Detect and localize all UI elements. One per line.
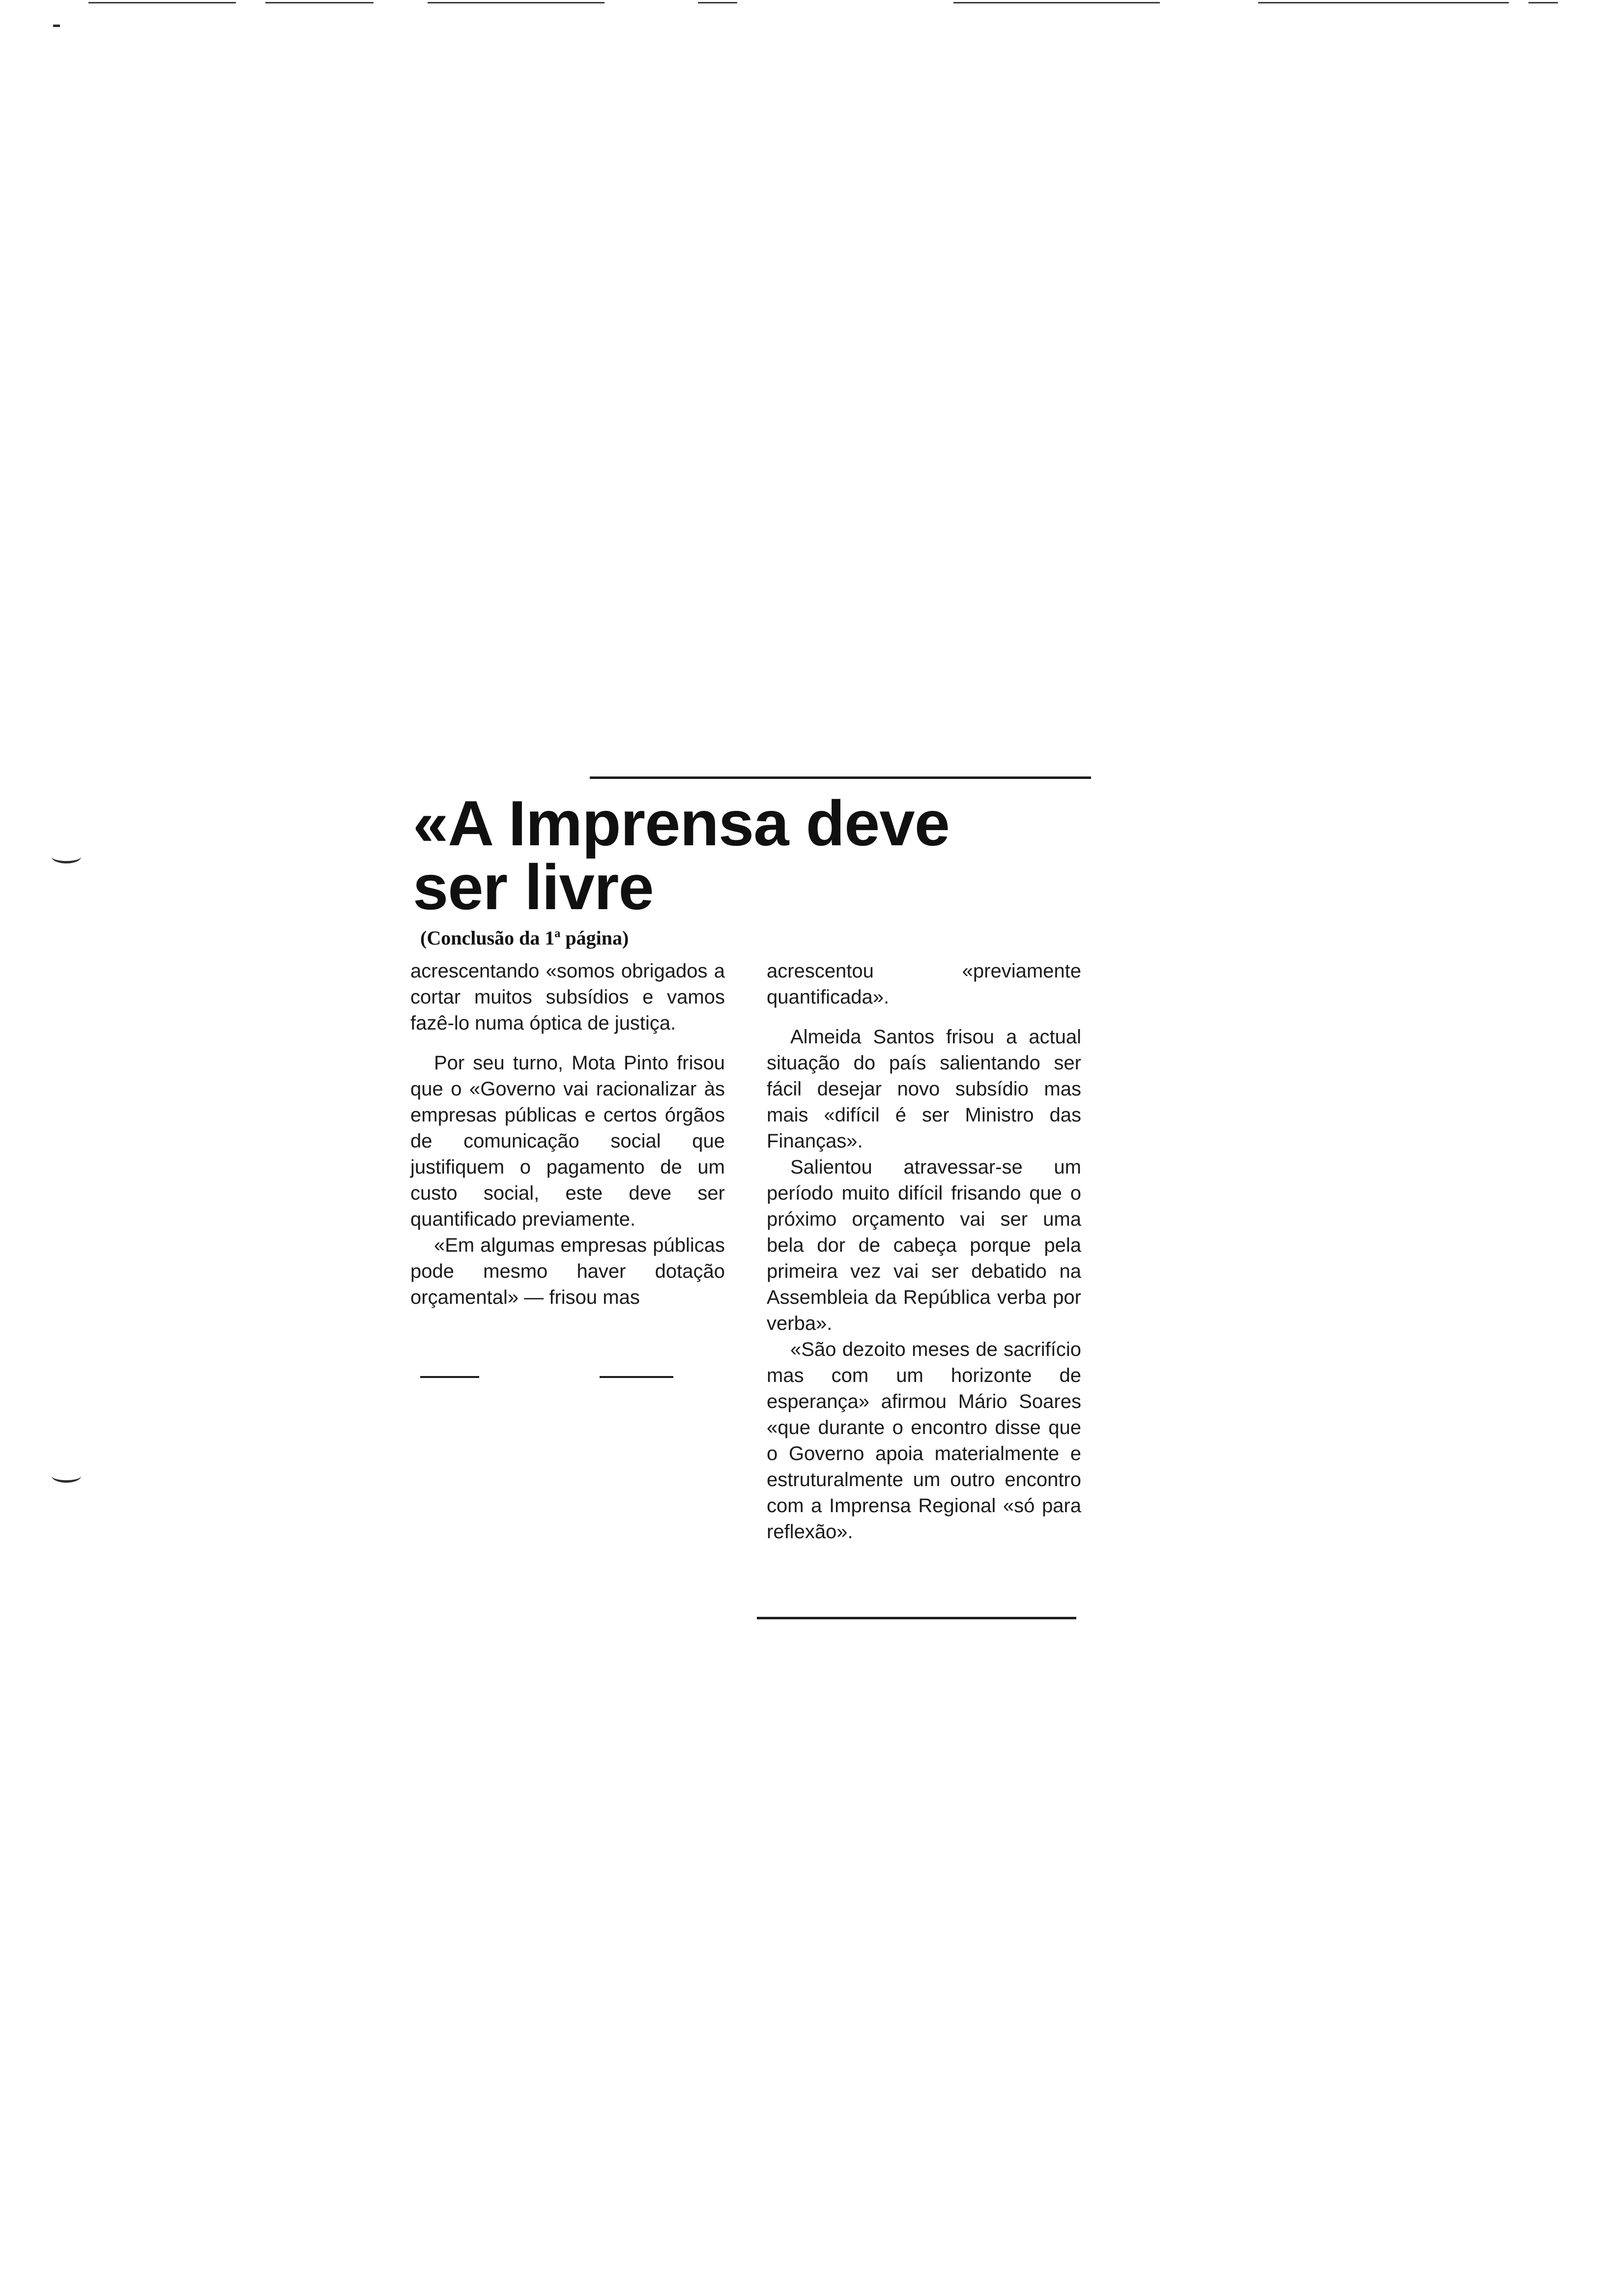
- punch-hole-mark: [52, 850, 81, 863]
- column-1-paragraph-2: Por seu turno, Mota Pinto frisou que o «Governo vai racionalizar às empresas públicas e certos órgãos de comunicação social que justifiquem o pagamento de um custo social, este deve ser quantificado previamente.: [410, 1052, 725, 1230]
- scan-speck: [53, 25, 60, 27]
- column-2-paragraph-3: Salientou atravessar-se um período muito difícil frisando que o próximo orçamento vai ser uma bela dor de cabeça porque pela primeira vez vai ser debatido na Assembleia da República verba por verba».: [767, 1156, 1081, 1334]
- scan-edge-line: [265, 2, 374, 3]
- scan-edge-line: [698, 2, 737, 3]
- column-2-paragraph-1: acrescentou «previamente quantificada».: [767, 960, 1081, 1008]
- column-2-paragraph-2: Almeida Santos frisou a actual situação do país salientando ser fácil desejar novo subsídio mas mais «difícil é ser Ministro das Finanças».: [767, 1026, 1081, 1152]
- column-1-end-rule: [600, 1376, 673, 1378]
- article-column-2: [767, 958, 1081, 1545]
- scan-edge-line: [88, 2, 236, 3]
- article-column-1: [410, 958, 725, 1311]
- punch-hole-mark: [52, 1469, 81, 1483]
- headline-line-2: ser livre: [413, 851, 654, 923]
- column-1-paragraph-1: acrescentando «somos obrigados a cortar muitos subsídios e vamos fazê-lo numa óptica de justiça.: [410, 960, 725, 1034]
- continuation-kicker: (Conclusão da 1ª página): [420, 927, 629, 949]
- column-1-paragraph-3: «Em algumas empresas públicas pode mesmo haver dotação orçamental» — frisou mas: [410, 1234, 725, 1308]
- scan-edge-line: [428, 2, 604, 3]
- headline-line-1: «A Imprensa deve: [413, 787, 950, 859]
- bottom-rule: [757, 1617, 1076, 1619]
- scan-edge-line: [1258, 2, 1509, 3]
- article-headline: [413, 787, 1101, 923]
- scan-edge-line: [1528, 2, 1558, 3]
- column-2-paragraph-4: «São dezoito meses de sacrifício mas com um horizonte de esperança» afirmou Mário Soares «que durante o encontro disse que o Governo apoia materialmente e estruturalmente um outro encontro com a Imprensa Regional «só para reflexão».: [767, 1339, 1081, 1543]
- top-rule: [590, 776, 1091, 779]
- scan-edge-line: [953, 2, 1160, 3]
- column-1-end-rule: [420, 1376, 479, 1378]
